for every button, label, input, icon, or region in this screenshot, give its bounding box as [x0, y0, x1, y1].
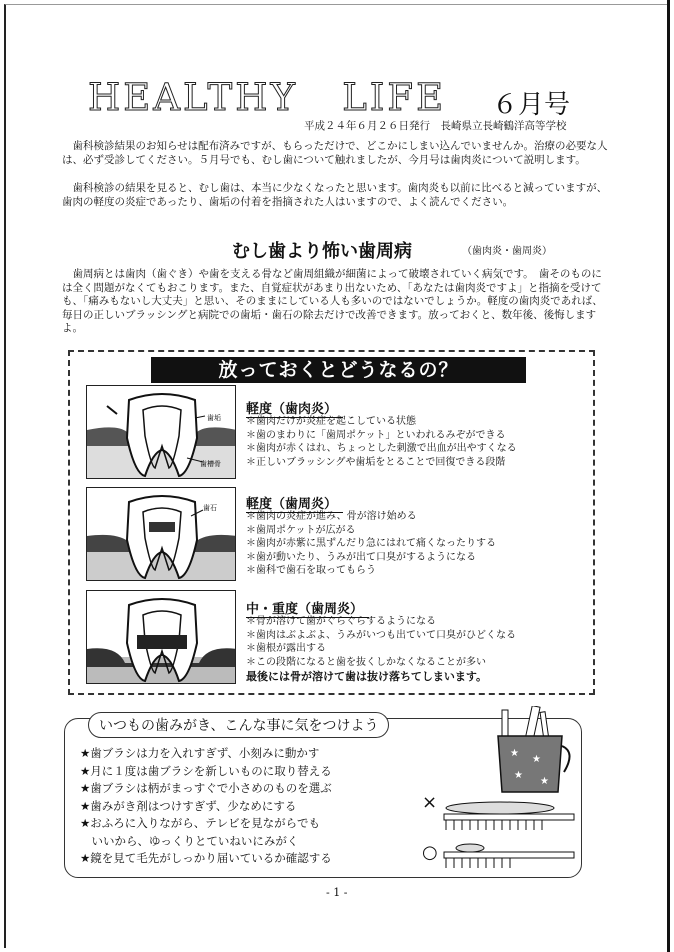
list-item: ★歯ブラシは柄がまっすぐで小さめのものを選ぶ — [80, 781, 332, 795]
svg-text:★: ★ — [532, 754, 541, 765]
intro-paragraph-1: 歯科検診結果のお知らせは配布済みですが、もらっただけで、どこかにしまい込んでいませんか。治療の必要な人は、必ず受診してください。５月号でも、むし歯について触れましたが、今月号は歯肉炎について説明します。 — [62, 140, 608, 166]
list-item: ★月に１度は歯ブラシを新しいものに取り替える — [80, 763, 332, 778]
section-subtitle: （歯肉炎・歯周炎） — [462, 246, 552, 257]
tooth-icon — [87, 591, 236, 684]
list-item: ＊歯が動いたり、うみが出て口臭がするようになる — [246, 551, 476, 563]
tooth-illustration-mild-gingivitis — [86, 385, 236, 479]
stage-3-title: 中・重度（歯周炎） — [246, 598, 369, 618]
cup-toothbrush-icon — [492, 706, 576, 796]
tooth-illustration-severe-periodontitis — [86, 590, 236, 684]
stage-2-title: 軽度（歯周炎） — [246, 493, 343, 513]
list-item: ＊この段階になると歯を抜くしかなくなることが多い — [246, 656, 486, 668]
toothbrush-too-much-paste-icon — [440, 800, 580, 836]
right-mark: ○ — [422, 842, 438, 863]
tooth-illustration-mild-periodontitis — [86, 487, 236, 581]
right-rule — [667, 0, 670, 952]
tips-list — [80, 745, 332, 868]
wrong-mark: × — [422, 792, 438, 813]
list-item: ＊骨が溶けて歯がぐらぐらするようになる — [246, 616, 436, 627]
svg-text:★: ★ — [510, 748, 519, 759]
svg-text:歯垢: 歯垢 — [207, 414, 221, 422]
page-number: - 1 - — [326, 886, 348, 899]
stage-2-list — [246, 510, 496, 578]
tooth-icon — [87, 488, 236, 581]
svg-text:★: ★ — [540, 776, 549, 787]
svg-text:歯石: 歯石 — [203, 504, 217, 512]
section-paragraph: 歯周病とは歯肉（歯ぐき）や歯を支える骨など歯周組織が細菌によって破壊されていく病気です。 歯そのものには全く問題がなくてもおこります。また、自覚症状があまり出ないため、「あなたは歯肉炎ですよ」と指摘を受けても、「痛みもないし大丈夫」と思い、そのままにしている人も多いのではないでしょうか。軽度の歯肉炎であれば、毎日の正しいブラッシングと病院での歯垢・歯石の除去だけで改善できます。放っておくと、数年後、後悔しますよ。 — [62, 268, 603, 335]
publication-info: 平成２４年６月２６日発行 長崎県立長崎鶴洋高等学校 — [304, 120, 567, 132]
list-item: ＊歯科で歯石を取ってもらう — [246, 565, 376, 576]
list-item: ＊歯根が露出する — [246, 643, 326, 654]
list-item: ＊歯周ポケットが広がる — [246, 524, 356, 536]
list-item: ＊歯肉の炎症が進み、骨が溶け始める — [246, 511, 417, 522]
stage-1-list — [246, 415, 517, 469]
svg-text:歯槽骨: 歯槽骨 — [200, 460, 221, 468]
issue-label: ６月号 — [492, 90, 571, 120]
list-item: ★鏡を見て毛先がしっかり届いているか確認する — [80, 851, 332, 865]
list-item: ★歯みがき剤はつけすぎず、少なめにする — [80, 798, 297, 813]
stages-conclusion: 最後には骨が溶けて歯は抜け落ちてしまいます。 — [246, 670, 488, 683]
tips-title: いつもの歯みがき、こんな事に気をつけよう — [88, 712, 389, 738]
stages-banner: 放っておくとどうなるの？ — [151, 357, 526, 383]
section-title: むし歯より怖い歯周病 — [232, 241, 412, 262]
list-item: ★おふろに入りながら、テレビを見ながらでも — [80, 816, 320, 830]
list-item: いいから、ゆっくりとていねいにみがく — [80, 833, 299, 848]
svg-text:★: ★ — [514, 770, 523, 781]
stage-1-title: 軽度（歯肉炎） — [246, 398, 343, 418]
list-item: ★歯ブラシは力を入れすぎず、小刻みに動かす — [80, 746, 320, 760]
list-item: ＊歯肉だけが炎症を起こしている状態 — [246, 416, 416, 427]
list-item: ＊歯のまわりに「歯周ポケット」といわれるみぞができる — [246, 429, 506, 441]
newsletter-title: HEALTHY LIFE — [88, 76, 447, 119]
list-item: ＊歯肉はぶよぶよ、うみがいつも出ていて口臭がひどくなる — [246, 629, 516, 641]
toothbrush-right-amount-icon — [440, 842, 580, 874]
stage-3-list — [246, 615, 516, 669]
list-item: ＊歯肉が赤くはれ、ちょっとした刺激で出血が出やすくなる — [246, 443, 517, 454]
list-item: ＊歯肉が赤紫に黒ずんだり急にはれて痛くなったりする — [246, 538, 496, 549]
tooth-icon — [87, 386, 236, 479]
intro-paragraph-2: 歯科検診の結果を見ると、むし歯は、本当に少なくなったと思います。歯肉炎も以前に比べると減っていますが、歯肉の軽度の炎症であったり、歯垢の付着を指摘された人はいますので、よく読んでください。 — [62, 182, 608, 208]
list-item: ＊正しいブラッシングや歯垢をとることで回復できる段階 — [246, 456, 506, 468]
